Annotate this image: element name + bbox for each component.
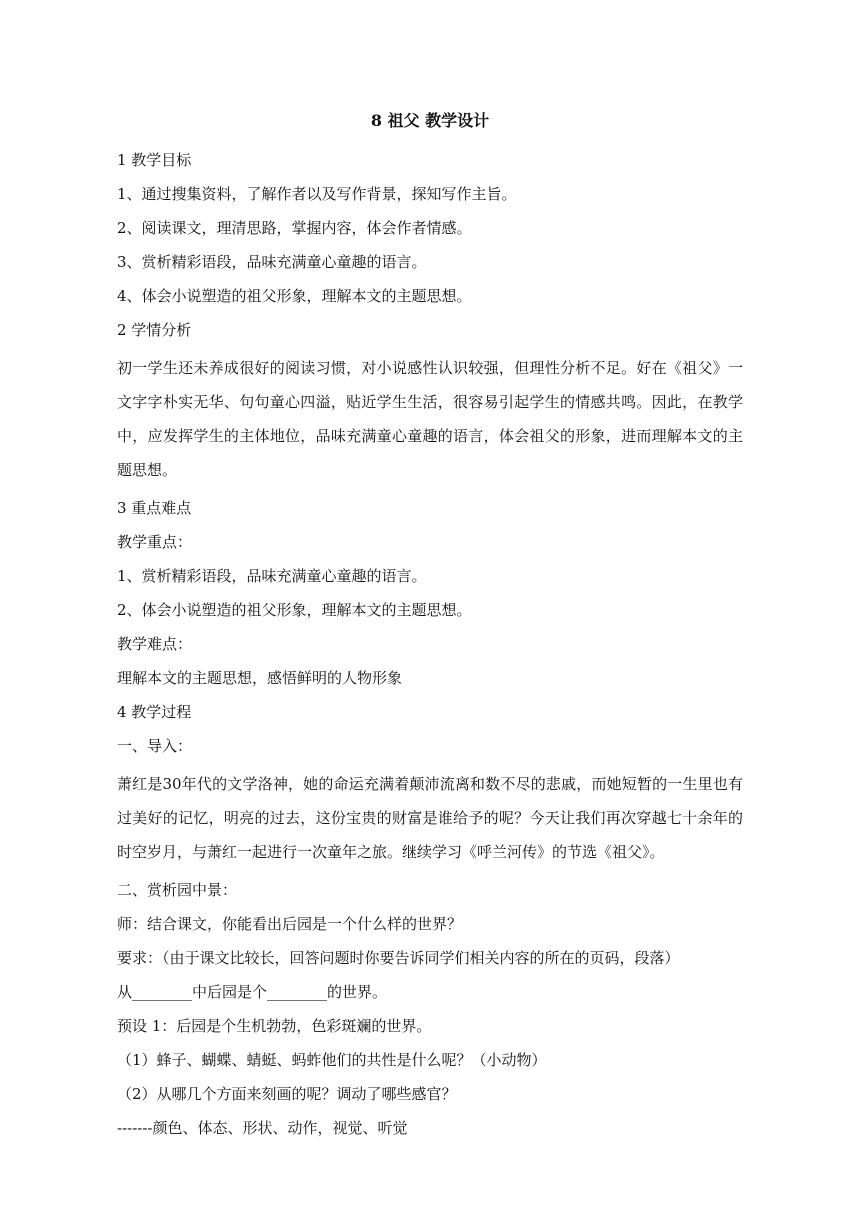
document-body	[117, 147, 743, 1149]
text-line: （2）从哪几个方面来刻画的呢？调动了哪些感官？	[117, 1085, 457, 1103]
text-line: 要求：（由于课文比较长，回答问题时你要告诉同学们相关内容的所在的页码，段落）	[117, 949, 680, 967]
section-heading-objectives: 1 教学目标	[117, 151, 192, 169]
section-heading-analysis: 2 学情分析	[117, 321, 192, 339]
page-title: 8 祖父 教学设计	[370, 111, 490, 130]
text-line: 二、赏析园中景：	[117, 881, 238, 899]
text-line: 教学难点：	[117, 635, 193, 653]
text-line: （1）蜂子、蝴蝶、蜻蜓、蚂蚱他们的共性是什么呢？（小动物）	[117, 1051, 547, 1069]
text-line: 2、体会小说塑造的祖父形象，理解本文的主题思想。	[117, 601, 472, 619]
text-line: 从________中后园是个________的世界。	[117, 983, 388, 1001]
paragraph-analysis: 初一学生还未养成很好的阅读习惯，对小说感性认识较强，但理性分析不足。好在《祖父》一文字字朴实无华、句句童心四溢，贴近学生生活，很容易引起学生的情感共鸣。因此，在教学中，应发挥学生的主体地位，品味充满童心童趣的语言，体会祖父的形象，进而理解本文的主题思想。	[117, 359, 743, 479]
text-line: 师：结合课文，你能看出后园是一个什么样的世界？	[117, 915, 463, 933]
text-line: 教学重点：	[117, 533, 193, 551]
text-line: 预设 1：后园是个生机勃勃，色彩斑斓的世界。	[117, 1017, 432, 1035]
text-line: 4、体会小说塑造的祖父形象，理解本文的主题思想。	[117, 287, 472, 305]
text-line: 1、通过搜集资料，了解作者以及写作背景，探知写作主旨。	[117, 185, 517, 203]
paragraph-intro: 萧红是30年代的文学洛神，她的命运充满着颠沛流离和数不尽的悲戚，而她短暂的一生里也有过美好的记忆，明亮的过去，这份宝贵的财富是谁给予的呢？今天让我们再次穿越七十余年的时空岁月，与萧红一起进行一次童年之旅。继续学习《呼兰河传》的节选《祖父》。	[117, 775, 743, 861]
text-line: 理解本文的主题思想，感悟鲜明的人物形象	[117, 669, 403, 687]
section-heading-key-points: 3 重点难点	[117, 499, 192, 517]
section-heading-process: 4 教学过程	[117, 703, 192, 721]
text-line: 3、赏析精彩语段，品味充满童心童趣的语言。	[117, 253, 427, 271]
text-line: 一、导入：	[117, 737, 193, 755]
text-line: 2、阅读课文，理清思路，掌握内容，体会作者情感。	[117, 219, 472, 237]
text-line: 1、赏析精彩语段，品味充满童心童趣的语言。	[117, 567, 427, 585]
text-line: -------颜色、体态、形状、动作，视觉、听觉	[117, 1119, 408, 1137]
